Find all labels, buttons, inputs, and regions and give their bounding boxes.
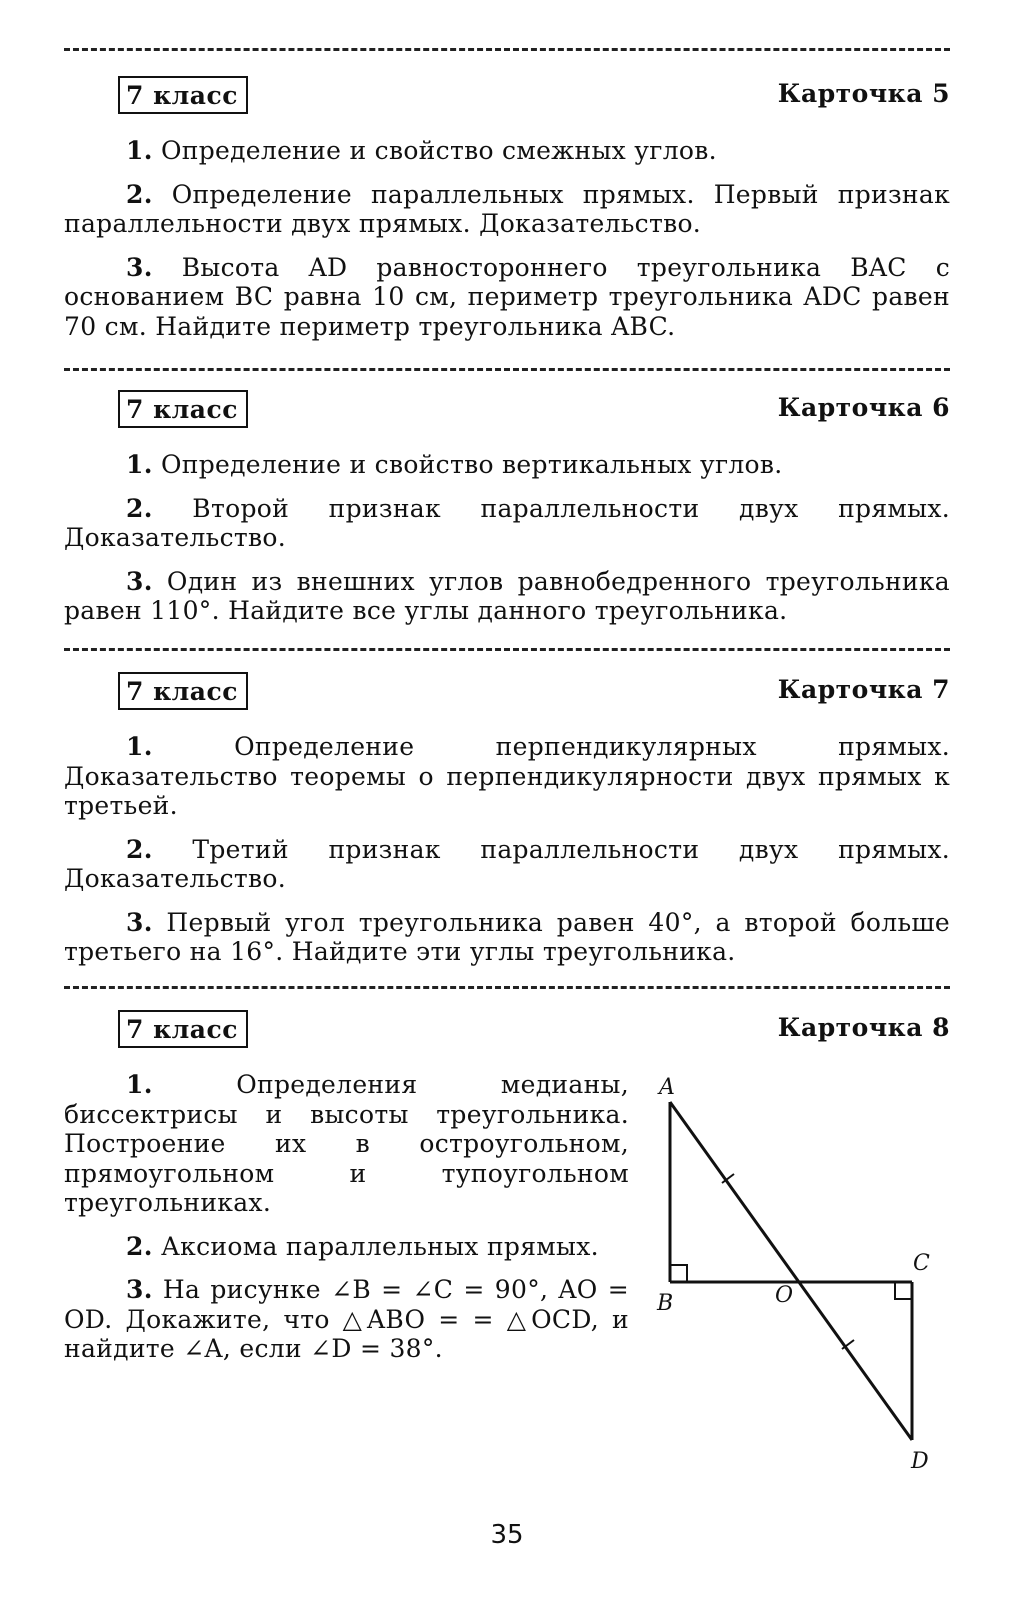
- task-2: [64, 494, 950, 553]
- task-number: 3.: [126, 907, 153, 937]
- card-6: [64, 390, 950, 640]
- label-b: B: [657, 1291, 674, 1316]
- task-number: 2.: [126, 834, 153, 864]
- task-text: Высота AD равностороннего треугольника BAC с основанием BC равна 10 см, периметр треугольника ADC равен 70 см. Найдите периметр треугольника ABC.: [64, 252, 950, 341]
- right-angle-mark-b: [670, 1265, 687, 1282]
- card-7: [64, 672, 950, 981]
- task-text: Аксиома параллельных прямых.: [160, 1231, 599, 1261]
- task-number: 1.: [126, 450, 153, 479]
- task-text: Один из внешних углов равнобедренного треугольника равен 110°. Найдите все углы данного треугольника.: [64, 566, 950, 625]
- label-a: A: [659, 1075, 675, 1100]
- grade-label: 7 класс: [118, 390, 248, 428]
- card-5: [64, 76, 950, 355]
- task-1: [64, 732, 950, 821]
- task-3: [64, 1275, 629, 1364]
- task-2: [64, 180, 950, 239]
- card-number: Карточка 7: [777, 675, 950, 704]
- task-1: [64, 1070, 629, 1218]
- card-number: Карточка 5: [777, 79, 950, 108]
- label-d: D: [911, 1449, 929, 1470]
- right-angle-mark-c: [895, 1282, 912, 1299]
- card-number: Карточка 8: [777, 1013, 950, 1042]
- task-3: [64, 567, 950, 626]
- card-separator: [64, 648, 950, 651]
- task-number: 1.: [126, 732, 153, 761]
- task-3: [64, 253, 950, 342]
- card-header: [64, 76, 950, 116]
- card-header: [64, 1010, 950, 1050]
- task-text: Определения медианы, биссектрисы и высоты треугольника. Построение их в остроугольном, прямоугольном и тупоугольном треугольниках.: [64, 1070, 629, 1217]
- task-2: [64, 1232, 629, 1262]
- task-text: Определение перпендикулярных прямых. Доказательство теоремы о перпендикулярности двух прямых к третьей.: [64, 732, 951, 820]
- task-number: 3.: [126, 252, 153, 282]
- task-column: [64, 1070, 629, 1364]
- task-text: Определение и свойство смежных углов.: [160, 136, 717, 165]
- page-number: 35: [490, 1520, 524, 1550]
- grade-label: 7 класс: [118, 1010, 248, 1048]
- task-number: 1.: [126, 1070, 153, 1099]
- task-text: Определение и свойство вертикальных углов.: [160, 450, 783, 479]
- card-separator: [64, 48, 950, 51]
- card-header: [64, 390, 950, 430]
- geometry-figure: [647, 1070, 947, 1470]
- label-c: C: [913, 1251, 930, 1276]
- card-header: [64, 672, 950, 712]
- task-1: [64, 136, 950, 166]
- task-3: [64, 908, 950, 967]
- task-text: Третий признак параллельности двух прямых. Доказательство.: [64, 834, 950, 893]
- segment-ad: [670, 1102, 912, 1440]
- task-number: 3.: [126, 566, 153, 596]
- task-text: Определение параллельных прямых. Первый признак параллельности двух прямых. Доказательство.: [64, 179, 950, 238]
- task-2: [64, 835, 950, 894]
- card-separator: [64, 986, 950, 989]
- task-text: Первый угол треугольника равен 40°, а второй больше третьего на 16°. Найдите эти углы треугольника.: [64, 907, 950, 966]
- card-number: Карточка 6: [777, 393, 950, 422]
- task-number: 1.: [126, 136, 153, 165]
- task-number: 2.: [126, 179, 153, 209]
- task-number: 3.: [126, 1275, 153, 1304]
- grade-label: 7 класс: [118, 76, 248, 114]
- task-text: Второй признак параллельности двух прямых. Доказательство.: [64, 493, 950, 552]
- task-text: На рисунке ∠B = ∠C = 90°, AO = OD. Докажите, что △ABO = = △OCD, и найдите ∠A, если ∠D = 38°.: [64, 1275, 629, 1363]
- grade-label: 7 класс: [118, 672, 248, 710]
- card-separator: [64, 368, 950, 371]
- task-number: 2.: [126, 1231, 153, 1261]
- task-number: 2.: [126, 493, 153, 523]
- label-o: O: [775, 1283, 794, 1308]
- task-1: [64, 450, 950, 480]
